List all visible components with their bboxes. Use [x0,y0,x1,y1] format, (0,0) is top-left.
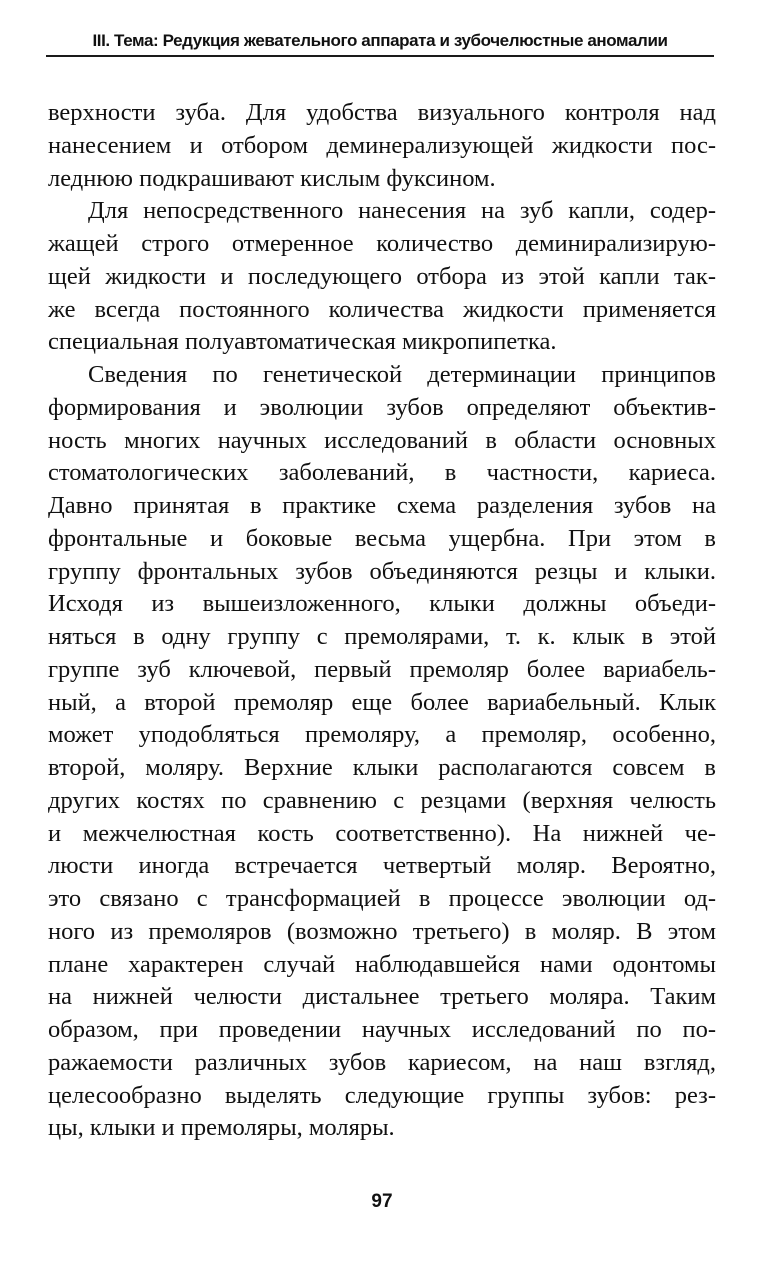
text-line: няться в одну группу с премолярами, т. к. клык в этой [48,623,716,650]
text-line: люсти иногда встречается четвертый моляр. Вероятно, [48,852,716,880]
text-line: группу фронтальных зубов объединяются резцы и клыки. [48,557,716,585]
text-line: и межчелюстная кость соответственно). На нижней че- [48,819,716,847]
text-line: Давно принятая в практике схема разделения зубов на [48,492,716,519]
text-line: плане характерен случай наблюдавшейся нами одонтомы [48,950,716,978]
text-line: стоматологических заболеваний, в частности, кариеса. [48,459,716,487]
text-line: формирования и эволюции зубов определяют объектив- [48,393,716,421]
text-line: верхности зуба. Для удобства визуального контроля над [48,99,716,126]
text-line: жащей строго отмеренное количество деминирализирую- [48,230,716,257]
text-line: целесообразно выделять следующие группы зубов: рез- [48,1081,716,1109]
text-line: других костях по сравнению с резцами (верхняя челюсть [48,786,716,814]
paragraph-3 [48,359,716,1145]
text-line: группе зуб ключевой, первый премоляр более вариабель- [48,655,716,683]
text-line: образом, при проведении научных исследований по по- [48,1016,716,1043]
text-line: ного из премоляров (возможно третьего) в моляр. В этом [48,917,716,945]
text-line: специальная полуавтоматическая микропипетка. [48,328,557,356]
text-line: леднюю подкрашивают кислым фуксином. [48,164,496,192]
text-line: на нижней челюсти дистальнее третьего моляра. Таким [48,983,716,1011]
text-line: это связано с трансформацией в процессе эволюции од- [48,885,716,912]
body-text [48,97,716,1145]
text-line: ность многих научных исследований в области основных [48,426,716,454]
text-line: Для непосредственного нанесения на зуб капли, содер- [88,197,716,225]
text-line: же всегда постоянного количества жидкости применяется [48,295,716,323]
paragraph-2 [48,195,716,359]
text-line: второй, моляру. Верхние клыки располагаются совсем в [48,754,716,781]
running-header: III. Тема: Редукция жевательного аппарата и зубочелюстные аномалии [46,29,714,57]
text-line: ный, а второй премоляр еще более вариабельный. Клык [48,688,716,716]
page-number: 97 [371,1191,393,1212]
text-line: нанесением и отбором деминерализующей жидкости пос- [48,131,716,159]
text-line: может уподобляться премоляру, а премоляр, особенно, [48,721,716,749]
text-line: ражаемости различных зубов кариесом, на наш взгляд, [48,1048,716,1076]
text-line: фронтальные и боковые весьма ущербна. При этом в [48,524,716,552]
text-line: Сведения по генетической детерминации принципов [88,361,716,388]
paragraph-1 [48,97,716,195]
text-line: цы, клыки и премоляры, моляры. [48,1114,395,1142]
text-line: Исходя из вышеизложенного, клыки должны объеди- [48,590,716,618]
text-line: щей жидкости и последующего отбора из этой капли так- [48,262,716,290]
